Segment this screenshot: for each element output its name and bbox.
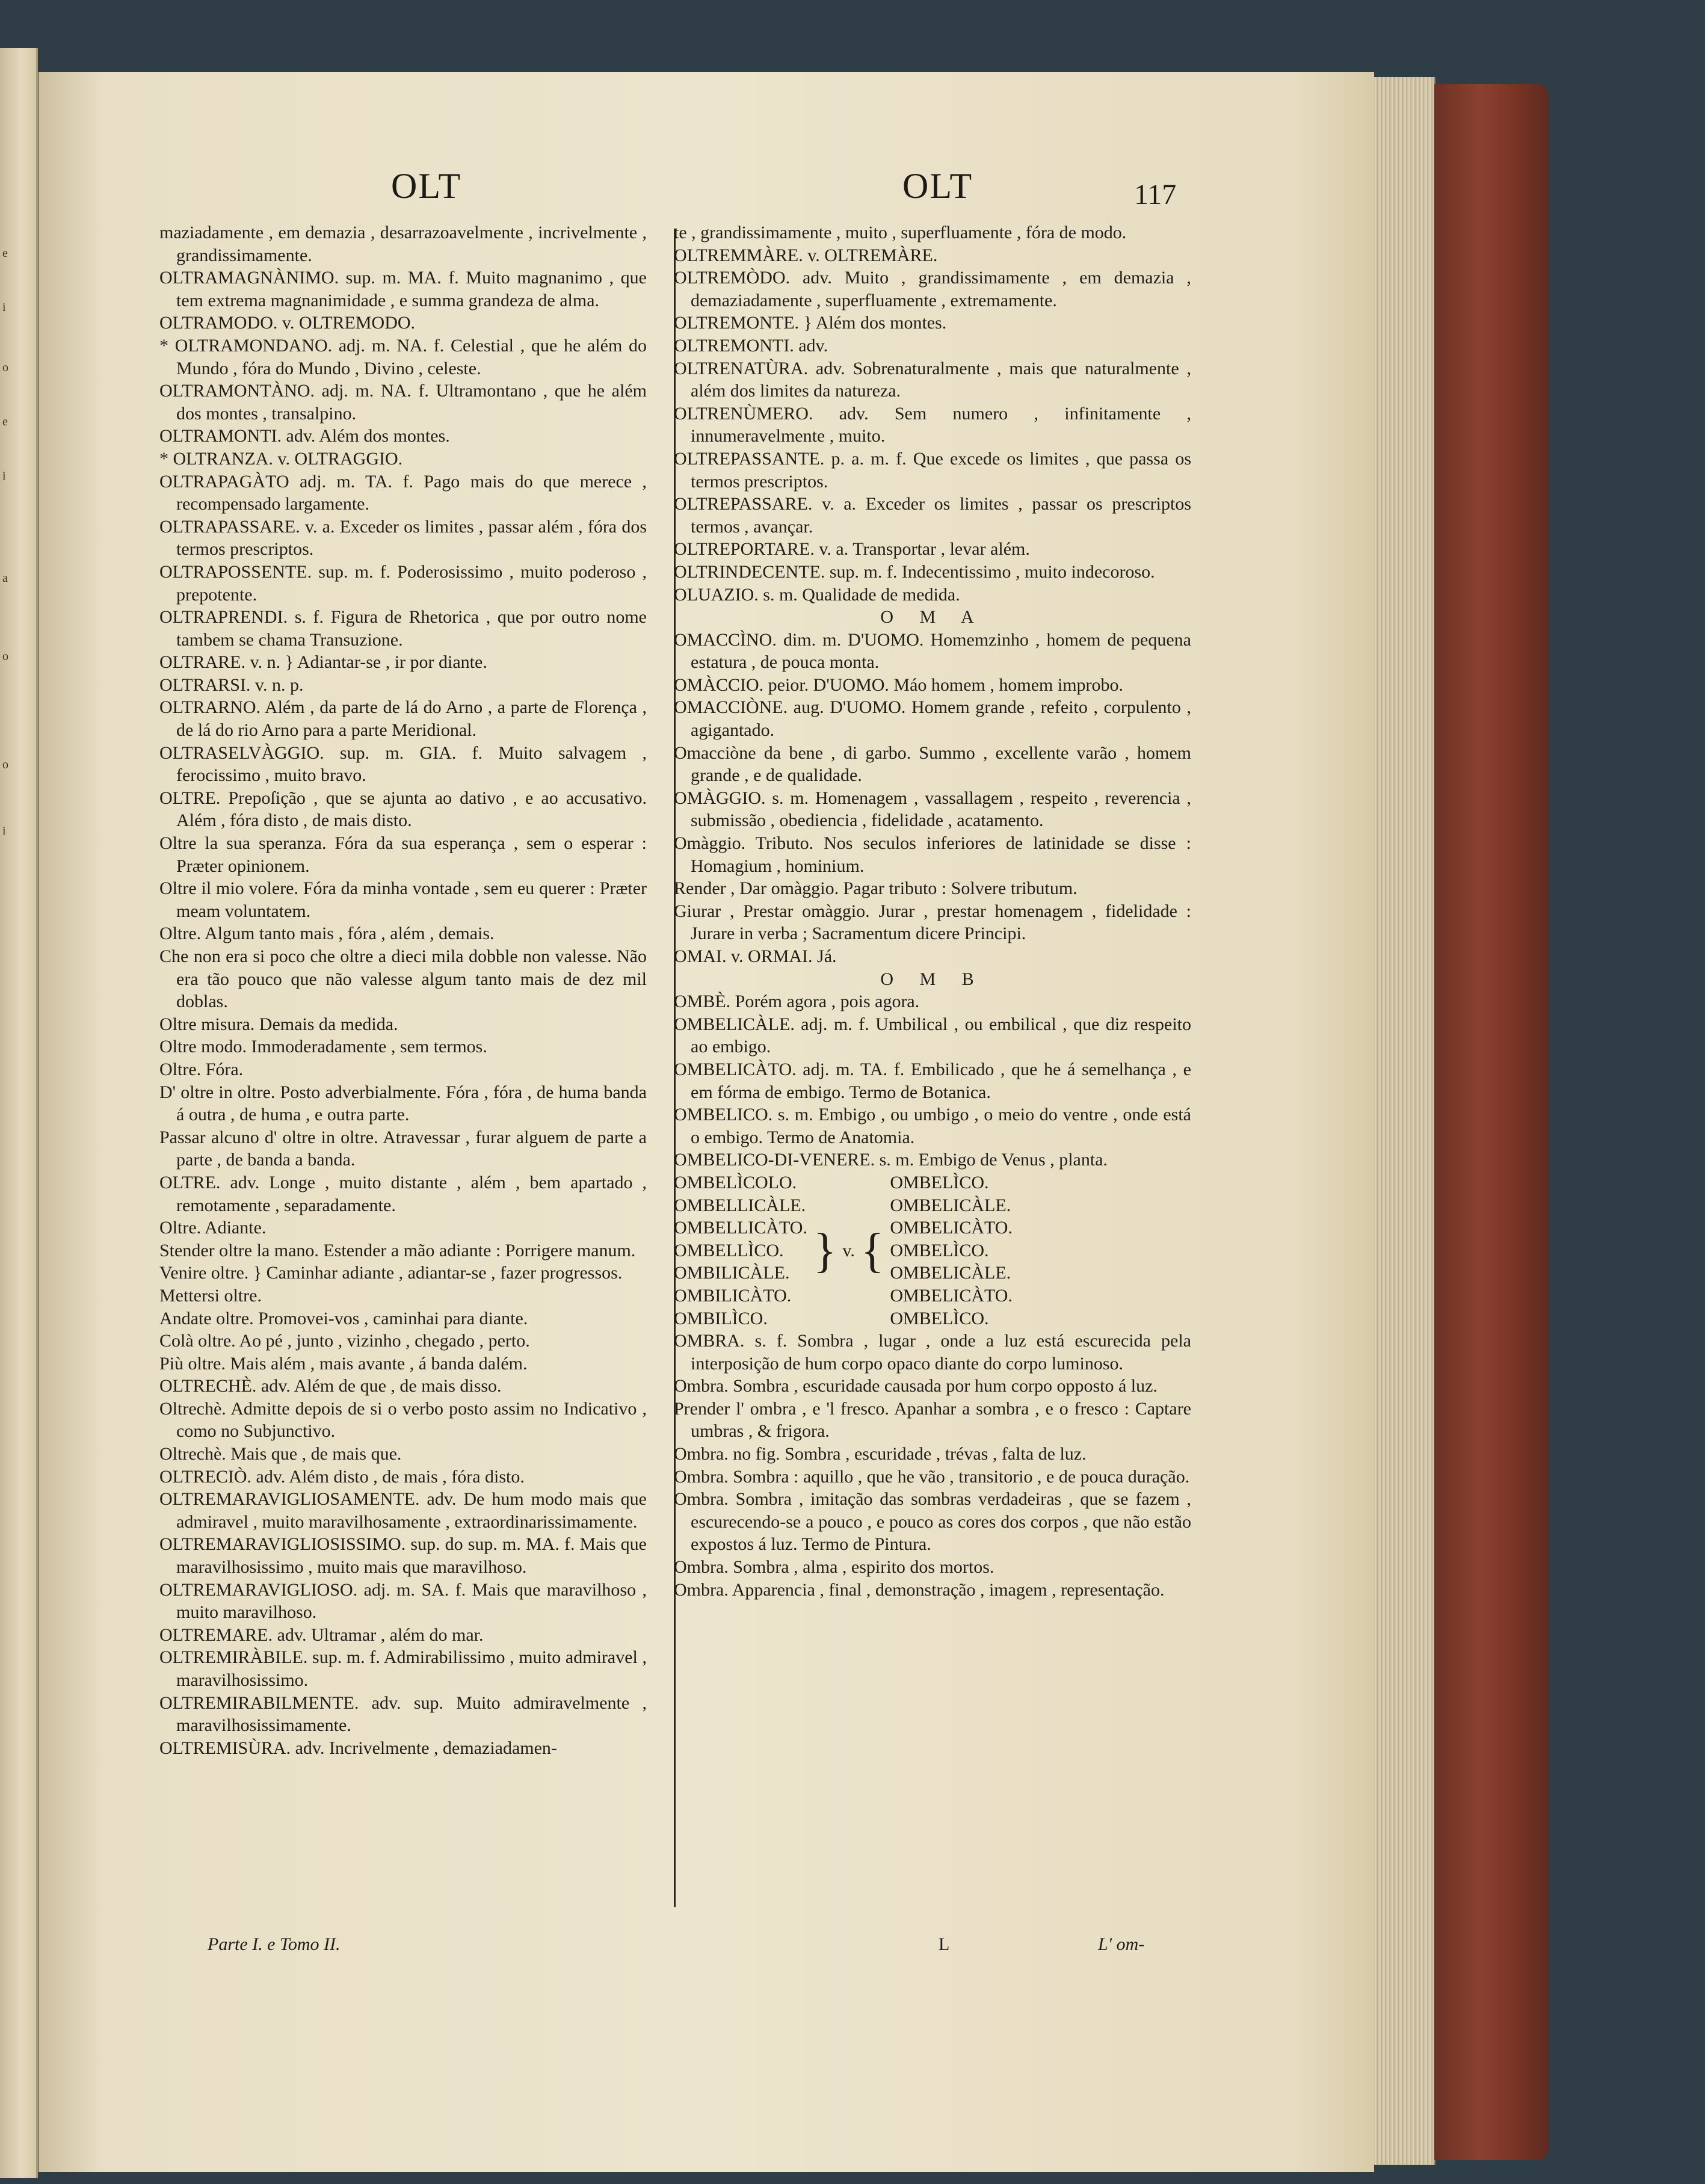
dictionary-entry: Colà oltre. Ao pé , junto , vizinho , chegado , perto. <box>159 1331 530 1351</box>
book-cover <box>1434 84 1549 2160</box>
dictionary-entry: OMBELICO-DI-VENERE. s. m. Embigo de Venus , planta. <box>674 1150 1108 1170</box>
dictionary-entry: Oltrechè. Mais que , de mais que. <box>159 1444 402 1464</box>
variant-form: OMBELICÀTO. <box>890 1285 1013 1306</box>
variant-form: OMBILICÀTO. <box>674 1285 792 1306</box>
dictionary-entry: Ombra. Sombra , imitação das sombras verdadeiras , que se fazem , escurecendo-se a pouco , e pouco as cores dos corpos , que não estão expostos á luz. Termo de Pintura. <box>674 1489 1191 1555</box>
prev-page-mark: o <box>2 361 8 374</box>
dictionary-entry: OLTRARNO. Além , da parte de lá do Arno , a parte de Florença , de lá do rio Arno para a parte Meridional. <box>159 697 647 741</box>
dictionary-entry: OLTREMARAVIGLIOSO. adj. m. SA. f. Mais que maravilhoso , muito maravilhoso. <box>159 1579 647 1623</box>
dictionary-entry: OLTREPASSANTE. p. a. m. f. Que excede os limites , que passa os termos prescriptos. <box>674 448 1191 492</box>
brace-symbol: { <box>860 1224 884 1277</box>
prev-page-mark: e <box>2 247 8 260</box>
dictionary-entry: OLTRECIÒ. adv. Além disto , de mais , fóra disto. <box>159 1466 525 1487</box>
dictionary-entry: Oltre la sua speranza. Fóra da sua esperança , sem o esperar : Præter opinionem. <box>159 833 647 876</box>
dictionary-entry: OLTREPORTARE. v. a. Transportar , levar além. <box>674 539 1030 560</box>
dictionary-entry: OLTREPASSARE. v. a. Exceder os limites , passar os prescriptos termos , avançar. <box>674 494 1191 537</box>
dictionary-entry: Andate oltre. Promovei-vos , caminhai para diante. <box>159 1308 528 1328</box>
dictionary-entry: OLTRE. adv. Longe , muito distante , além , bem apartado , remotamente , separadamente. <box>159 1172 647 1215</box>
dictionary-entry: OMBELICÀLE. adj. m. f. Umbilical , ou embilical , que diz respeito ao embigo. <box>674 1014 1191 1057</box>
prev-page-mark: i <box>2 301 6 314</box>
variant-forms-left <box>674 1171 807 1330</box>
dictionary-entry: Omacciòne da bene , di garbo. Summo , excellente varão , homem grande , e de qualidade. <box>674 742 1191 786</box>
section-heading: O M A <box>880 607 985 628</box>
dictionary-entry: OMBELICÀTO. adj. m. TA. f. Embilicado , que he á semelhança , e em fórma de embigo. Termo de Botanica. <box>674 1059 1191 1102</box>
dictionary-entry: Prender l' ombra , e 'l fresco. Apanhar a sombra , e o fresco : Captare umbras , & frigora. <box>674 1398 1191 1442</box>
dictionary-entry: OLTREMISÙRA. adv. Incrivelmente , demaziadamen- <box>159 1738 557 1758</box>
page-number: 117 <box>1134 179 1177 211</box>
variant-form: OMBELÌCOLO. <box>674 1172 797 1192</box>
dictionary-entry: OLTREMMÀRE. v. OLTREMÀRE. <box>674 245 938 265</box>
dictionary-entry: * OLTRANZA. v. OLTRAGGIO. <box>159 448 403 469</box>
footer-signature: L <box>939 1934 950 1954</box>
brace-symbol: } <box>813 1224 837 1277</box>
variant-form: OMBELICÀTO. <box>890 1218 1013 1238</box>
variant-form: OMBELÌCO. <box>890 1240 989 1260</box>
dictionary-entry: Oltre. Adiante. <box>159 1218 267 1238</box>
dictionary-entry: Oltre. Fóra. <box>159 1059 244 1079</box>
dictionary-entry: Stender oltre la mano. Estender a mão adiante : Porrigere manum. <box>159 1240 636 1260</box>
dictionary-entry: OLTRARE. v. n. } Adiantar-se , ir por diante. <box>159 652 487 673</box>
dictionary-entry: * OLTRAMONDANO. adj. m. NA. f. Celestial , que he além do Mundo , fóra do Mundo , Divino , celeste. <box>159 335 647 378</box>
dictionary-entry: OMBRA. s. f. Sombra , lugar , onde a luz está escurecida pela interposição de hum corpo opaco diante do corpo luminoso. <box>674 1331 1191 1374</box>
running-head-left: OLT <box>391 166 462 206</box>
dictionary-entry: OLTRINDECENTE. sup. m. f. Indecentissimo , muito indecoroso. <box>674 561 1155 582</box>
dictionary-entry: Mettersi oltre. <box>159 1285 262 1306</box>
dictionary-entry: Che non era si poco che oltre a dieci mila dobble non valesse. Não era tão pouco que não valesse algum tanto mais de dez mil doblas. <box>159 946 647 1012</box>
dictionary-entry: OLTRENATÙRA. adv. Sobrenaturalmente , mais que naturalmente , além dos limites da natureza. <box>674 358 1191 401</box>
left-column <box>159 221 647 1759</box>
dictionary-entry: OLTREMARAVIGLIOSISSIMO. sup. do sup. m. MA. f. Mais que maravilhosissimo , muito mais que maravilhoso. <box>159 1534 647 1578</box>
dictionary-entry: OLTRARSI. v. n. p. <box>159 674 304 695</box>
prev-page-mark: i <box>2 824 6 838</box>
dictionary-entry: OLTRE. Prepoſição , que se ajunta ao dativo , e ao accusativo. Além , fóra disto , de mais disto. <box>159 788 647 831</box>
dictionary-entry: OLTRAMONTÀNO. adj. m. NA. f. Ultramontano , que he além dos montes , transalpino. <box>159 381 647 424</box>
dictionary-entry: OLTREMARE. adv. Ultramar , além do mar. <box>159 1624 484 1645</box>
page-fore-edge <box>1374 77 1435 2165</box>
dictionary-entry: OLTRAPOSSENTE. sup. m. f. Poderosissimo , muito poderoso , prepotente. <box>159 561 647 605</box>
dictionary-entry: OMACCIÒNE. aug. D'UOMO. Homem grande , refeito , corpulento , agigantado. <box>674 697 1191 741</box>
variant-form: OMBILÌCO. <box>674 1308 768 1328</box>
variant-forms-group <box>674 1171 1191 1330</box>
dictionary-entry: OLTRAMAGNÀNIMO. sup. m. MA. f. Muito magnanimo , que tem extrema magnanimidade , e summa grandeza de alma. <box>159 268 647 310</box>
dictionary-entry: Ombra. Sombra , alma , espirito dos mortos. <box>674 1557 994 1578</box>
right-column <box>674 221 1191 1601</box>
dictionary-entry: OLTRECHÈ. adv. Além de que , de mais disso. <box>159 1376 502 1396</box>
dictionary-entry: OLTRAPASSARE. v. a. Exceder os limites , passar além , fóra dos termos prescriptos. <box>159 516 647 560</box>
prev-page-mark: i <box>2 469 6 483</box>
section-heading: O M B <box>880 969 985 989</box>
variant-form: OMBELLICÀLE. <box>674 1195 806 1215</box>
prev-page-mark: o <box>2 758 8 771</box>
right-column-entries-tail <box>674 1330 1191 1601</box>
dictionary-entry: Ombra. no fig. Sombra , escuridade , trévas , falta de luz. <box>674 1444 1087 1464</box>
dictionary-entry: OLTREMARAVIGLIOSAMENTE. adv. De hum modo mais que admiravel , muito maravilhosamente , extraordinarissimamente. <box>159 1489 647 1532</box>
dictionary-entry: OLUAZIO. s. m. Qualidade de medida. <box>674 584 960 605</box>
dictionary-entry: Passar alcuno d' oltre in oltre. Atravessar , furar alguem de parte a parte , de banda a banda. <box>159 1127 647 1170</box>
dictionary-entry: OLTREMONTE. } Além dos montes. <box>674 313 947 333</box>
variant-form: OMBELÌCO. <box>890 1172 989 1192</box>
dictionary-entry: Oltrechè. Admitte depois de si o verbo posto assim no Indicativo , como no Subjunctivo. <box>159 1398 647 1442</box>
dictionary-entry: Oltre modo. Immoderadamente , sem termos. <box>159 1037 487 1057</box>
dictionary-entry: Oltre il mio volere. Fóra da minha vontade , sem eu querer : Præter meam voluntatem. <box>159 878 647 921</box>
variant-form: OMBELLÌCO. <box>674 1240 784 1260</box>
dictionary-entry: Più oltre. Mais além , mais avante , á banda dalém. <box>159 1353 528 1374</box>
dictionary-entry: OLTREMONTI. adv. <box>674 335 828 356</box>
dictionary-entry: Omàggio. Tributo. Nos seculos inferiores de latinidade se disse : Homagium , hominium. <box>674 833 1191 876</box>
variant-form: OMBELÌCO. <box>890 1308 989 1328</box>
dictionary-entry: OLTRAMONTI. adv. Além dos montes. <box>159 426 450 446</box>
dictionary-entry: OMBELICO. s. m. Embigo , ou umbigo , o meio do ventre , onde está o embigo. Termo de Anatomia. <box>674 1105 1191 1147</box>
variant-form: OMBILICÀLE. <box>674 1263 790 1283</box>
prev-page-mark: o <box>2 650 8 663</box>
dictionary-entry: Oltre. Algum tanto mais , fóra , além , demais. <box>159 924 495 944</box>
dictionary-entry: OMÀCCIO. peior. D'UOMO. Máo homem , homem improbo. <box>674 674 1124 695</box>
right-column-entries <box>674 221 1191 1171</box>
dictionary-entry: OLTRENÙMERO. adv. Sem numero , infinitamente , innumeravelmente , muito. <box>674 403 1191 446</box>
dictionary-entry: OLTREMIRÀBILE. sup. m. f. Admirabilissimo , muito admiravel , maravilhosissimo. <box>159 1647 647 1690</box>
dictionary-entry: Ombra. Apparencia , final , demonstração , imagem , representação. <box>674 1579 1165 1600</box>
prev-page-mark: e <box>2 415 8 428</box>
running-head-right: OLT <box>902 166 973 206</box>
dictionary-entry: OLTREMIRABILMENTE. adv. sup. Muito admiravelmente , maravilhosissimamente. <box>159 1692 647 1736</box>
prev-page-mark: a <box>2 572 8 585</box>
dictionary-entry: maziadamente , em demazia , desarrazoavelmente , incrivelmente , grandissimamente. <box>159 223 647 265</box>
footer-catchword: L' om- <box>1098 1934 1145 1954</box>
dictionary-entry: Venire oltre. } Caminhar adiante , adiantar-se , fazer progressos. <box>159 1263 623 1283</box>
footer-volume: Parte I. e Tomo II. <box>208 1934 341 1954</box>
variant-form: OMBELICÀLE. <box>890 1263 1011 1283</box>
dictionary-entry: D' oltre in oltre. Posto adverbialmente. Fóra , fóra , de huma banda á outra , de huma , e outra parte. <box>159 1082 647 1125</box>
dictionary-entry: Ombra. Sombra : aquillo , que he vão , transitorio , e de pouca duração. <box>674 1466 1190 1487</box>
dictionary-entry: OMAI. v. ORMAI. Já. <box>674 946 837 966</box>
dictionary-entry: te , grandissimamente , muito , superfluamente , fóra de modo. <box>674 223 1127 242</box>
dictionary-entry: OMACCÌNO. dim. m. D'UOMO. Homemzinho , homem de pequena estatura , de pouca monta. <box>674 629 1191 673</box>
variant-forms-right <box>890 1171 1013 1330</box>
previous-page-edge <box>0 48 38 2178</box>
dictionary-entry: OMBÈ. Porém agora , pois agora. <box>674 992 920 1012</box>
variant-form: OMBELLICÀTO. <box>674 1218 807 1238</box>
variant-see-label: v. <box>842 1240 855 1260</box>
dictionary-entry: OLTRAPRENDI. s. f. Figura de Rhetorica , que por outro nome tambem se chama Transuzione. <box>159 607 647 650</box>
dictionary-entry: OMÀGGIO. s. m. Homenagem , vassallagem , respeito , reverencia , submissão , obediencia , fidelidade , acatamento. <box>674 788 1191 831</box>
dictionary-entry: OLTRASELVÀGGIO. sup. m. GIA. f. Muito salvagem , ferocissimo , muito bravo. <box>159 742 647 786</box>
dictionary-entry: Render , Dar omàggio. Pagar tributo : Solvere tributum. <box>674 878 1078 899</box>
dictionary-entry: OLTRAMODO. v. OLTREMODO. <box>159 313 416 333</box>
dictionary-entry: OLTRAPAGÀTO adj. m. TA. f. Pago mais do que merece , recompensado largamente. <box>159 471 647 514</box>
dictionary-entry: Giurar , Prestar omàggio. Jurar , prestar homenagem , fidelidade : Jurare in verba ; Sacramentum dicere Principi. <box>674 901 1191 944</box>
dictionary-entry: OLTREMÒDO. adv. Muito , grandissimamente , em demazia , demaziadamente , superfluamente , extremamente. <box>674 268 1191 310</box>
dictionary-entry: Oltre misura. Demais da medida. <box>159 1014 398 1034</box>
variant-form: OMBELICÀLE. <box>890 1195 1011 1215</box>
dictionary-entry: Ombra. Sombra , escuridade causada por hum corpo opposto á luz. <box>674 1376 1158 1396</box>
